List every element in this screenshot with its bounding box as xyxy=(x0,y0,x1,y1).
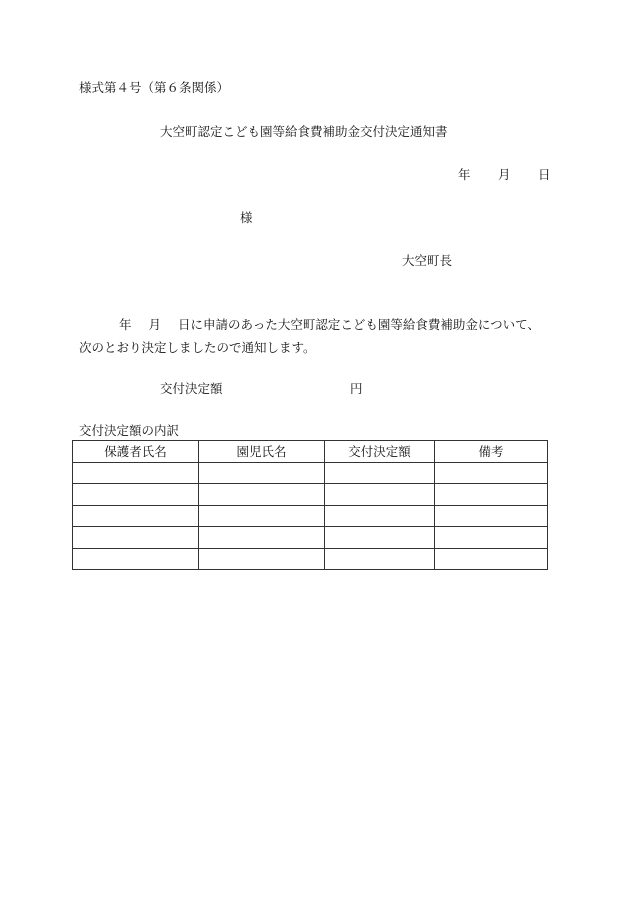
cell-guardian-name xyxy=(73,527,199,549)
cell-grant-amount xyxy=(325,484,435,506)
date-year-label: 年 xyxy=(458,167,471,182)
cell-remarks xyxy=(435,462,548,484)
body-line-2: 次のとおり決定しましたので通知します。 xyxy=(79,340,316,355)
amount-unit: 円 xyxy=(350,381,363,396)
column-header-child-name: 園児氏名 xyxy=(199,441,325,463)
cell-grant-amount xyxy=(325,527,435,549)
document-title: 大空町認定こども園等給食費補助金交付決定通知書 xyxy=(160,124,448,139)
column-header-grant-amount: 交付決定額 xyxy=(325,441,435,463)
cell-guardian-name xyxy=(73,548,199,570)
breakdown-caption: 交付決定額の内訳 xyxy=(79,423,180,438)
amount-label: 交付決定額 xyxy=(160,381,223,396)
column-header-remarks: 備考 xyxy=(435,441,548,463)
column-header-guardian-name: 保護者氏名 xyxy=(73,441,199,463)
table-header-row xyxy=(73,441,548,463)
date-month-label: 月 xyxy=(498,167,511,182)
body-year: 年 xyxy=(119,317,132,332)
cell-remarks xyxy=(435,527,548,549)
table-row xyxy=(73,505,548,527)
form-number: 様式第４号（第６条関係） xyxy=(79,80,230,95)
cell-remarks xyxy=(435,548,548,570)
cell-child-name xyxy=(199,527,325,549)
cell-child-name xyxy=(199,548,325,570)
table-row xyxy=(73,527,548,549)
table-row xyxy=(73,462,548,484)
table-row xyxy=(73,548,548,570)
breakdown-table xyxy=(72,440,548,570)
cell-grant-amount xyxy=(325,548,435,570)
cell-child-name xyxy=(199,484,325,506)
issuer-name: 大空町長 xyxy=(402,253,453,268)
cell-grant-amount xyxy=(325,505,435,527)
body-month: 月 xyxy=(148,317,162,332)
body-line-1-text: 日に申請のあった大空町認定こども園等給食費補助金について、 xyxy=(178,317,540,332)
date-day-label: 日 xyxy=(538,167,551,182)
cell-child-name xyxy=(199,462,325,484)
cell-remarks xyxy=(435,484,548,506)
cell-guardian-name xyxy=(73,484,199,506)
recipient-honorific: 様 xyxy=(240,210,253,225)
table-row xyxy=(73,484,548,506)
cell-guardian-name xyxy=(73,462,199,484)
body-line-1 xyxy=(79,317,540,333)
cell-child-name xyxy=(199,505,325,527)
cell-guardian-name xyxy=(73,505,199,527)
cell-remarks xyxy=(435,505,548,527)
cell-grant-amount xyxy=(325,462,435,484)
